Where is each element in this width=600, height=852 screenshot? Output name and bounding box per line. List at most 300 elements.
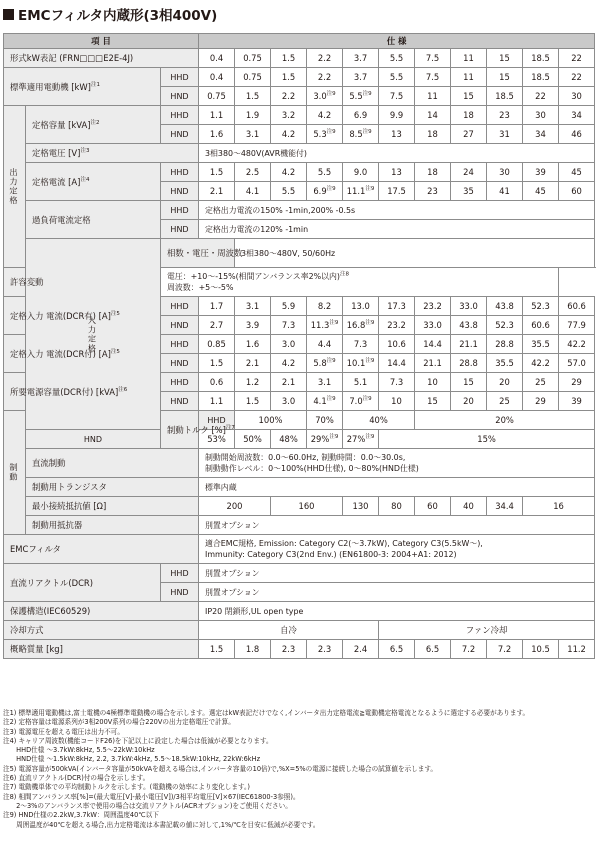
value-cell-text: 60.6 (567, 301, 586, 311)
footnote-ref: 注9 (329, 434, 339, 441)
value-cell-text: 5.5 (389, 53, 404, 63)
footnote-ref: 注7 (225, 424, 235, 431)
value-cell-text: 1.6 (209, 129, 224, 139)
value-text (199, 564, 595, 583)
value-cell (235, 49, 271, 68)
value-cell-text: 34 (535, 129, 546, 139)
value-cell (559, 125, 595, 144)
value-cell-text: 1.6 (245, 339, 260, 349)
value-cell (379, 87, 415, 106)
header-item (4, 34, 199, 49)
value-cell-text: 28.8 (459, 358, 478, 368)
value-cell-text: 29 (571, 377, 582, 387)
value-cell-text: 14 (427, 110, 438, 120)
value-cell (379, 125, 415, 144)
value-text-text: 定格出力電流の150% -1min,200% -0.5s (205, 205, 356, 215)
sub-label-hhd-text: HHD (170, 301, 189, 311)
value-cell-text: 3.0 (281, 396, 296, 406)
value-cell (379, 68, 415, 87)
value-cell (451, 163, 487, 182)
row-label (4, 49, 199, 68)
value-cell (343, 68, 379, 87)
value-cell (487, 316, 523, 335)
row-label (4, 335, 120, 373)
sub-label-hhd-text: HHD (170, 72, 189, 82)
value-cell (199, 354, 235, 373)
value-cell-text: 48% (279, 434, 298, 444)
row-label-text: 制動用抵抗器 (32, 520, 83, 530)
value-cell-text: 130 (352, 501, 369, 511)
value-cell (235, 87, 271, 106)
row-label-text: 標準適用電動機 [kW] (10, 81, 91, 92)
value-cell (415, 182, 451, 201)
value-cell (559, 182, 595, 201)
value-cell (343, 125, 379, 144)
value-cell-text: 35 (463, 186, 474, 196)
value-cell (379, 392, 415, 411)
value-cell-text: 8.5 (349, 129, 363, 139)
value-text-text: 別置オプション (205, 587, 260, 597)
row-label (4, 373, 128, 411)
sub-label-hnd-text: HND (170, 186, 189, 196)
row-label (26, 144, 199, 163)
value-cell-text: 22 (571, 72, 582, 82)
footnotes (3, 709, 595, 830)
value-cell-text: 4.2 (281, 129, 296, 139)
value-cell (235, 125, 271, 144)
value-cell-text: 1.7 (209, 301, 224, 311)
value-cell-text: 60 (571, 186, 582, 196)
value-cell-text: 2.2 (281, 91, 296, 101)
sub-label-hnd-text: HND (170, 587, 189, 597)
value-cell-text: 80 (391, 501, 402, 511)
value-cell (415, 497, 451, 516)
value-cell-text: 45 (571, 167, 582, 177)
value-cell (451, 373, 487, 392)
table-row (4, 516, 595, 535)
row-label-text: 保護構造(IEC60529) (10, 606, 91, 616)
value-cell (523, 373, 559, 392)
header-spec-text: 仕 様 (386, 36, 407, 46)
value-cell-text: 11 (427, 91, 438, 101)
header-item-text: 項 目 (91, 36, 111, 46)
value-cell (451, 106, 487, 125)
footnote-ref: 注9 (365, 358, 375, 365)
value-cell (379, 49, 415, 68)
value-cell-text: 22 (571, 53, 582, 63)
value-cell-text: 1.8 (245, 644, 260, 654)
value-cell-text: 7.2 (461, 644, 476, 654)
value-cell-text: 5.5 (389, 72, 404, 82)
row-label-text: 相数・電圧・周波数 (167, 248, 243, 258)
value-cell (343, 182, 379, 201)
value-cell (523, 163, 559, 182)
value-cell-text: 5.9 (281, 301, 296, 311)
dc-brake-line-2: 制動動作レベル：0～100%(HHD仕様), 0～80%(HND仕様) (205, 464, 419, 473)
value-cell-text: 42.2 (567, 339, 586, 349)
value-cell-text: 2.2 (317, 53, 332, 63)
footnote-ref: 注1 (90, 81, 100, 88)
sub-label-hnd (161, 220, 199, 239)
footnote-line: HND仕様 ～1.5kW:8kHz, 2.2, 3.7kW:4kHz, 5.5～18.5kW:10kHz, 22kW:6kHz (3, 755, 261, 764)
value-cell-text: 30 (535, 110, 546, 120)
value-cell-text: 35.5 (531, 339, 550, 349)
value-cell (415, 354, 451, 373)
table-row (4, 621, 595, 640)
row-label-text: 冷却方式 (10, 625, 44, 635)
group-output-text: 出力定格 (9, 168, 19, 205)
table-row (4, 144, 595, 163)
value-text (199, 478, 595, 497)
value-cell (307, 68, 343, 87)
footnote-line: 注9) HND仕様の2.2kW,3.7kW：周囲温度40℃以下 (3, 811, 159, 820)
value-cell-text: 2.1 (209, 186, 224, 196)
value-cell (559, 335, 595, 354)
value-cell (235, 106, 271, 125)
table-row (4, 564, 595, 583)
tolerance-frequency: 周波数：+5～-5% (167, 283, 234, 292)
value-cell-text: 16 (553, 501, 564, 511)
value-cell-text: 6.9 (313, 186, 327, 196)
title-text: EMCフィルタ内蔵形(3相400V) (18, 8, 218, 24)
value-cell-text: 60 (427, 501, 438, 511)
row-label-text: 制動用トランジスタ (32, 482, 107, 492)
value-cell (343, 497, 379, 516)
row-label-text: 定格入力 電流(DCR付) [A] (10, 348, 111, 359)
footnote-line: 注3) 電源電圧を超える電圧は出力不可。 (3, 727, 124, 736)
value-cell (559, 68, 595, 87)
value-text-text: 3相380～480V(AVR機能付) (205, 148, 307, 158)
value-cell-text: 11 (463, 72, 474, 82)
value-cell-text: 160 (298, 501, 315, 511)
table-row (4, 449, 595, 478)
emc-line-1: 適合EMC規格, Emission: Category C2(～3.7kW), Category C3(5.5kW～), (205, 539, 483, 548)
value-cell-text: 2.3 (317, 644, 332, 654)
value-cell-text: 11.2 (567, 644, 586, 654)
tolerance-line-1 (167, 271, 556, 282)
value-cell (199, 392, 235, 411)
sub-label-hhd-text: HHD (170, 568, 189, 578)
value-cell-text: 3.1 (245, 301, 260, 311)
value-cell (271, 335, 307, 354)
row-label (4, 621, 199, 640)
value-cell (343, 430, 379, 449)
value-cell-text: 17.5 (387, 186, 406, 196)
value-cell-text: 5.5 (281, 186, 296, 196)
row-label-text: 定格電圧 [V] (32, 148, 81, 158)
value-cell (307, 373, 343, 392)
value-cell-text: 6.9 (353, 110, 368, 120)
value-cell-text: 自冷 (280, 625, 297, 635)
value-cell (559, 297, 595, 316)
value-cell (487, 163, 523, 182)
value-cell (415, 640, 451, 659)
value-cell-text: 100% (258, 415, 283, 425)
value-cell-text: 3.1 (245, 129, 260, 139)
value-cell (415, 335, 451, 354)
value-cell (235, 68, 271, 87)
value-cell-text: 1.5 (281, 72, 296, 82)
value-cell (523, 335, 559, 354)
value-cell (487, 182, 523, 201)
value-cell-text: 10.1 (346, 358, 366, 368)
value-cell (379, 316, 415, 335)
value-cell-text: 6.5 (389, 644, 404, 654)
value-cell (307, 106, 343, 125)
value-cell-text: 10 (427, 377, 438, 387)
value-cell-text: 18.5 (531, 53, 550, 63)
value-cell (415, 392, 451, 411)
value-cell-text: 25 (535, 377, 546, 387)
value-cell-text: 20 (499, 377, 510, 387)
group-braking-text: 制動 (9, 463, 19, 482)
sub-label-hhd (161, 335, 199, 354)
sub-label-hhd (161, 68, 199, 87)
value-cell (451, 297, 487, 316)
value-cell (451, 49, 487, 68)
value-cell-text: 3.9 (245, 320, 260, 330)
sub-label-hnd (26, 430, 161, 449)
sub-label-hnd-text: HND (170, 129, 189, 139)
value-cell-text: 27 (463, 129, 474, 139)
value-cell (307, 182, 343, 201)
value-cell-text: 13.0 (351, 301, 370, 311)
value-cell-text: 2.2 (317, 72, 332, 82)
value-cell-text: 18 (427, 167, 438, 177)
value-cell (451, 125, 487, 144)
table-row (4, 640, 595, 659)
sub-label-hhd-text: HHD (170, 339, 189, 349)
value-cell (235, 163, 271, 182)
table-row (4, 268, 595, 297)
footnote-line: 注1) 標準適用電動機は,富士電機の4極標準電動機の場合を示します。選定はkW表記だけでなく,インバータ出力定格電流≧電動機定格電流となるように選定する必要があります。 (3, 709, 530, 717)
footnote-line: 2～3%のアンバランス率で使用の場合は交流リアクトル(ACRオプション)をご使用ください。 (3, 801, 292, 810)
value-cell (271, 125, 307, 144)
value-cell-text: 29 (535, 396, 546, 406)
value-cell-text: 1.5 (209, 644, 224, 654)
value-cell-text: 9.9 (389, 110, 404, 120)
value-cell-text: 1.2 (245, 377, 260, 387)
value-cell-text: 200 (226, 501, 243, 511)
value-cell (199, 125, 235, 144)
value-cell-text: 15% (477, 434, 496, 444)
value-text (199, 516, 595, 535)
value-cell-text: 28.8 (495, 339, 514, 349)
value-cell-text: 17.3 (387, 301, 406, 311)
value-cell (559, 640, 595, 659)
value-cell (487, 497, 523, 516)
value-cell (271, 182, 307, 201)
value-cell-text: 11.1 (346, 186, 366, 196)
value-cell-text: 20% (495, 415, 514, 425)
value-cell-text: 1.5 (209, 358, 224, 368)
value-cell-text: 7.5 (425, 72, 440, 82)
value-cell (415, 316, 451, 335)
row-label-text: EMCフィルタ (10, 544, 61, 554)
row-label (26, 163, 161, 201)
row-label-text: 直流制動 (32, 458, 66, 468)
row-label (161, 239, 243, 268)
value-cell-text: 1.1 (209, 396, 224, 406)
value-cell (235, 411, 307, 430)
value-text-text: 標準内蔵 (205, 482, 237, 492)
value-cell (271, 68, 307, 87)
header-spec (199, 34, 595, 49)
value-cell (235, 354, 271, 373)
value-cell (487, 125, 523, 144)
sub-label-hhd (161, 297, 199, 316)
value-cell-text: 4.2 (281, 358, 296, 368)
value-cell (235, 640, 271, 659)
value-cell-text: 14.4 (387, 358, 406, 368)
value-cell-text: 0.4 (209, 53, 224, 63)
value-cell-text: 52.3 (531, 301, 550, 311)
value-cell-text: 45 (535, 186, 546, 196)
value-cell-text: 46 (571, 129, 582, 139)
value-cell (523, 497, 595, 516)
value-cell (343, 354, 379, 373)
value-cell-text: 15 (499, 72, 510, 82)
sub-label-hhd-text: HHD (207, 415, 226, 425)
value-text (199, 201, 595, 220)
value-cell-text: 0.6 (209, 377, 224, 387)
sub-label-hnd (161, 354, 199, 373)
value-cell-text: 21.1 (459, 339, 478, 349)
value-cell (523, 68, 559, 87)
value-cell-text: 2.3 (281, 644, 296, 654)
value-cell (235, 335, 271, 354)
value-cell-text: 29% (310, 434, 330, 444)
value-text (199, 535, 595, 564)
value-cell-text: 4.2 (317, 110, 332, 120)
footnote-ref: 注5 (110, 310, 120, 317)
value-cell-text: 3.0 (281, 339, 296, 349)
value-cell-text: 3.7 (353, 53, 368, 63)
value-cell (559, 354, 595, 373)
value-text-text: 別置オプション (205, 568, 260, 578)
value-cell (271, 49, 307, 68)
sub-label-hhd (161, 163, 199, 182)
value-cell-text: 7.0 (349, 396, 363, 406)
value-cell (199, 316, 235, 335)
value-cell-text: 7.2 (497, 644, 512, 654)
value-cell-text: 52.3 (495, 320, 514, 330)
value-cell-text: 4.1 (245, 186, 260, 196)
table-row (4, 68, 595, 87)
value-cell-text: 20 (463, 396, 474, 406)
footnote-line: 注7) 電動機単体での平均制動トルクを示します。(電動機の効率により変化します。) (3, 783, 250, 792)
value-cell (307, 354, 343, 373)
value-cell (559, 49, 595, 68)
value-cell (343, 316, 379, 335)
value-cell (271, 87, 307, 106)
value-cell (559, 373, 595, 392)
value-cell (451, 316, 487, 335)
value-cell (343, 297, 379, 316)
sub-label-hnd-text: HND (170, 91, 189, 101)
value-cell (307, 163, 343, 182)
value-cell (307, 87, 343, 106)
footnote-line: 注2) 定格容量は電源系列が3相200V系列の場合220Vの出力定格電圧で計算。 (3, 718, 235, 727)
value-cell-text: 5.5 (317, 167, 332, 177)
value-cell-text: 18 (463, 110, 474, 120)
value-cell (271, 497, 343, 516)
value-cell-text: 1.9 (245, 110, 260, 120)
value-cell-text: 3.7 (353, 72, 368, 82)
value-cell-text: 35.5 (495, 358, 514, 368)
sub-label-hnd (161, 583, 199, 602)
value-cell-text: 16.8 (346, 320, 366, 330)
value-cell (523, 49, 559, 68)
footnote-line: HHD仕様 ～3.7kW:8kHz, 5.5～22kW:10kHz (3, 746, 155, 755)
value-text (199, 583, 595, 602)
value-cell (451, 182, 487, 201)
value-cell-text: 22 (535, 91, 546, 101)
value-cell-text: 10 (391, 396, 402, 406)
value-cell (451, 87, 487, 106)
row-label-text: 最小接続抵抗値 [Ω] (32, 501, 107, 511)
footnote-ref: 注9 (329, 320, 339, 327)
value-text-text: 別置オプション (205, 520, 260, 530)
value-cell-text: 18 (427, 129, 438, 139)
row-label-text: 形式kW表記 (FRN□□□E2E-4J) (10, 53, 134, 63)
value-text-text: IP20 閉鎖形,UL open type (205, 606, 304, 616)
value-cell-text: 33.0 (459, 301, 478, 311)
value-cell-text: 7.3 (353, 339, 368, 349)
value-cell-text: 1.5 (245, 91, 260, 101)
footnote-ref: 注5 (110, 348, 120, 355)
footnote-line: 注6) 直流リアクトル(DCR)付の場合を示します。 (3, 774, 150, 783)
value-cell-text: 2.4 (353, 644, 368, 654)
sub-label-hnd (161, 125, 199, 144)
value-cell-text: 13 (391, 129, 402, 139)
value-cell (343, 49, 379, 68)
value-cell (307, 411, 343, 430)
value-cell (415, 68, 451, 87)
value-cell (415, 49, 451, 68)
value-cell (523, 392, 559, 411)
value-cell-text: 1.5 (209, 167, 224, 177)
page-title (3, 4, 217, 24)
value-cell (235, 297, 271, 316)
value-cell-text: 4.1 (313, 396, 327, 406)
value-cell (271, 640, 307, 659)
sub-label-hnd-text: HND (83, 434, 103, 444)
row-label (26, 106, 161, 144)
footnote-ref: 注9 (365, 320, 375, 327)
value-cell (379, 621, 595, 640)
value-cell (487, 106, 523, 125)
value-cell (487, 87, 523, 106)
value-cell (199, 640, 235, 659)
group-input-text: 入力定格 (87, 315, 98, 353)
value-cell-text: 0.75 (243, 53, 262, 63)
value-cell-text: 1.5 (245, 396, 260, 406)
table-row (4, 49, 595, 68)
value-cell (559, 106, 595, 125)
value-cell-text: 4.2 (281, 167, 296, 177)
footnote-line: 周囲温度が40℃を超える場合,出力定格電流は本書記載の値に対して,1%/℃を目安に低減が必要です。 (3, 820, 320, 829)
value-cell-text: 43.8 (495, 301, 514, 311)
value-cell-text: 13 (391, 167, 402, 177)
footnote-ref: 注9 (326, 186, 336, 193)
table-row (4, 163, 595, 182)
value-cell (379, 430, 595, 449)
table-row (4, 106, 595, 125)
value-cell-text: 18.5 (531, 72, 550, 82)
footnote-line: 注4) キャリア周波数(機能コードF26)を下記以上に設定した場合は低減が必要となります。 (3, 736, 273, 745)
value-cell (379, 163, 415, 182)
